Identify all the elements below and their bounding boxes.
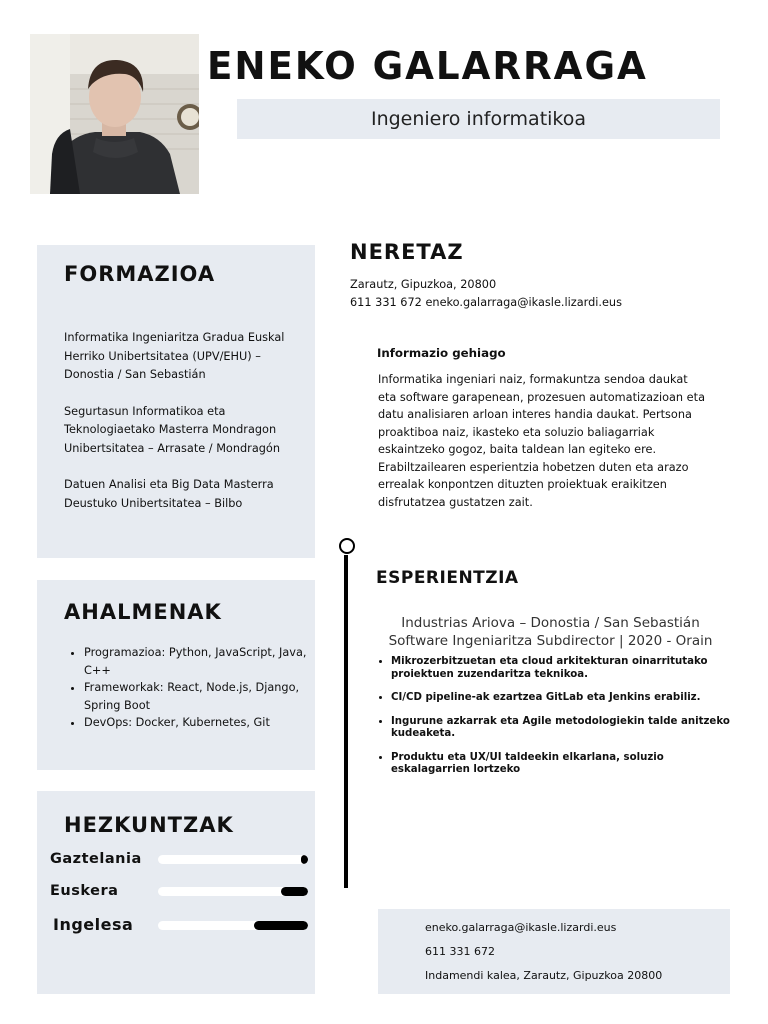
- experience-item: • Ingurune azkarrak eta Agile metodologiekin talde anitzeko kudeaketa.: [391, 716, 741, 741]
- experience-title: ESPERIENTZIA: [376, 568, 519, 588]
- experience-item: • Mikrozerbitzuetan eta cloud arkitekturan oinarritutako proiektuen zuzendaritza teknikoa.: [391, 656, 741, 681]
- timeline-line: [344, 555, 348, 888]
- experience-list: [378, 656, 741, 788]
- education-list: [64, 329, 309, 531]
- languages-title: HEZKUNTZAK: [64, 813, 234, 837]
- experience-company: Industrias Ariova – Donostia / San Sebastián: [401, 615, 700, 631]
- experience-item: • CI/CD pipeline-ak ezartzea GitLab eta Jenkins erabiliz.: [391, 692, 741, 705]
- contact-panel: [378, 909, 730, 994]
- education-item: Segurtasun Informatikoa eta Teknologiaetako Masterra Mondragon Unibertsitatea – Arrasate / Mondragón: [64, 404, 280, 455]
- experience-position: Software Ingeniaritza Subdirector | 2020 - Orain: [388, 633, 713, 649]
- skills-list: [65, 644, 324, 732]
- skills-title: AHALMENAK: [64, 600, 222, 624]
- about-title: NERETAZ: [350, 240, 464, 264]
- language-row: [53, 915, 308, 935]
- language-label: Ingelesa: [53, 915, 134, 934]
- language-label: Gaztelania: [50, 851, 142, 867]
- education-title: FORMAZIOA: [64, 262, 216, 286]
- skill-item: • DevOps: Docker, Kubernetes, Git: [84, 714, 324, 732]
- job-title: Ingeniero informatikoa: [370, 108, 587, 130]
- contact-phone: 611 331 672: [425, 945, 495, 958]
- education-panel: [37, 245, 315, 558]
- language-level-fill: [281, 887, 308, 896]
- language-level-track: [158, 887, 308, 896]
- person-name: ENEKO GALARRAGA: [207, 44, 648, 88]
- contact-email: eneko.galarraga@ikasle.lizardi.eus: [425, 921, 617, 934]
- language-level-fill: [301, 855, 309, 864]
- more-info-text: Informatika ingeniari naiz, formakuntza sendoa daukat eta software garapenean, prozesuen automatizazioan eta datu analisiaren arloan interes handia daukat. Pertsona proaktiboa naiz, ikasteko eta soluzio baliagarriak eskaintzeko gogoz, baita taldean lan egiteko ere. Erabiltzailearen esperientzia hobetzen duten eta arazo errealak konpontzen dituzten proiektuak eraikitzen disfrutatzea gustatzen zait.: [378, 373, 705, 509]
- about-phone-email: 611 331 672 eneko.galarraga@ikasle.lizardi.eus: [350, 296, 622, 309]
- education-item: Informatika Ingeniaritza Gradua Euskal Herriko Unibertsitatea (UPV/EHU) – Donostia / San Sebastián: [64, 331, 285, 381]
- skill-item: • Frameworkak: React, Node.js, Django, Spring Boot: [84, 679, 324, 714]
- skill-item: • Programazioa: Python, JavaScript, Java, C++: [84, 644, 324, 679]
- profile-photo-image: [30, 34, 199, 194]
- language-row: [50, 883, 305, 903]
- language-label: Euskera: [50, 883, 119, 899]
- language-row: [50, 851, 305, 871]
- education-item: Datuen Analisi eta Big Data Masterra Deustuko Unibertsitatea – Bilbo: [64, 478, 274, 510]
- about-address: Zarautz, Gipuzkoa, 20800: [350, 278, 497, 291]
- more-info-title: Informazio gehiago: [377, 346, 506, 360]
- language-level-track: [158, 921, 308, 930]
- role-banner: [237, 99, 720, 139]
- experience-item: • Produktu eta UX/UI taldeekin elkarlana, soluzio eskalagarrien lortzeko: [391, 752, 741, 777]
- language-level-track: [158, 855, 308, 864]
- language-level-fill: [254, 921, 308, 930]
- skills-panel: [37, 580, 315, 770]
- profile-photo: [30, 34, 199, 194]
- languages-panel: [37, 791, 315, 994]
- contact-address: Indamendi kalea, Zarautz, Gipuzkoa 20800: [425, 969, 663, 982]
- timeline-node-icon: [339, 538, 355, 554]
